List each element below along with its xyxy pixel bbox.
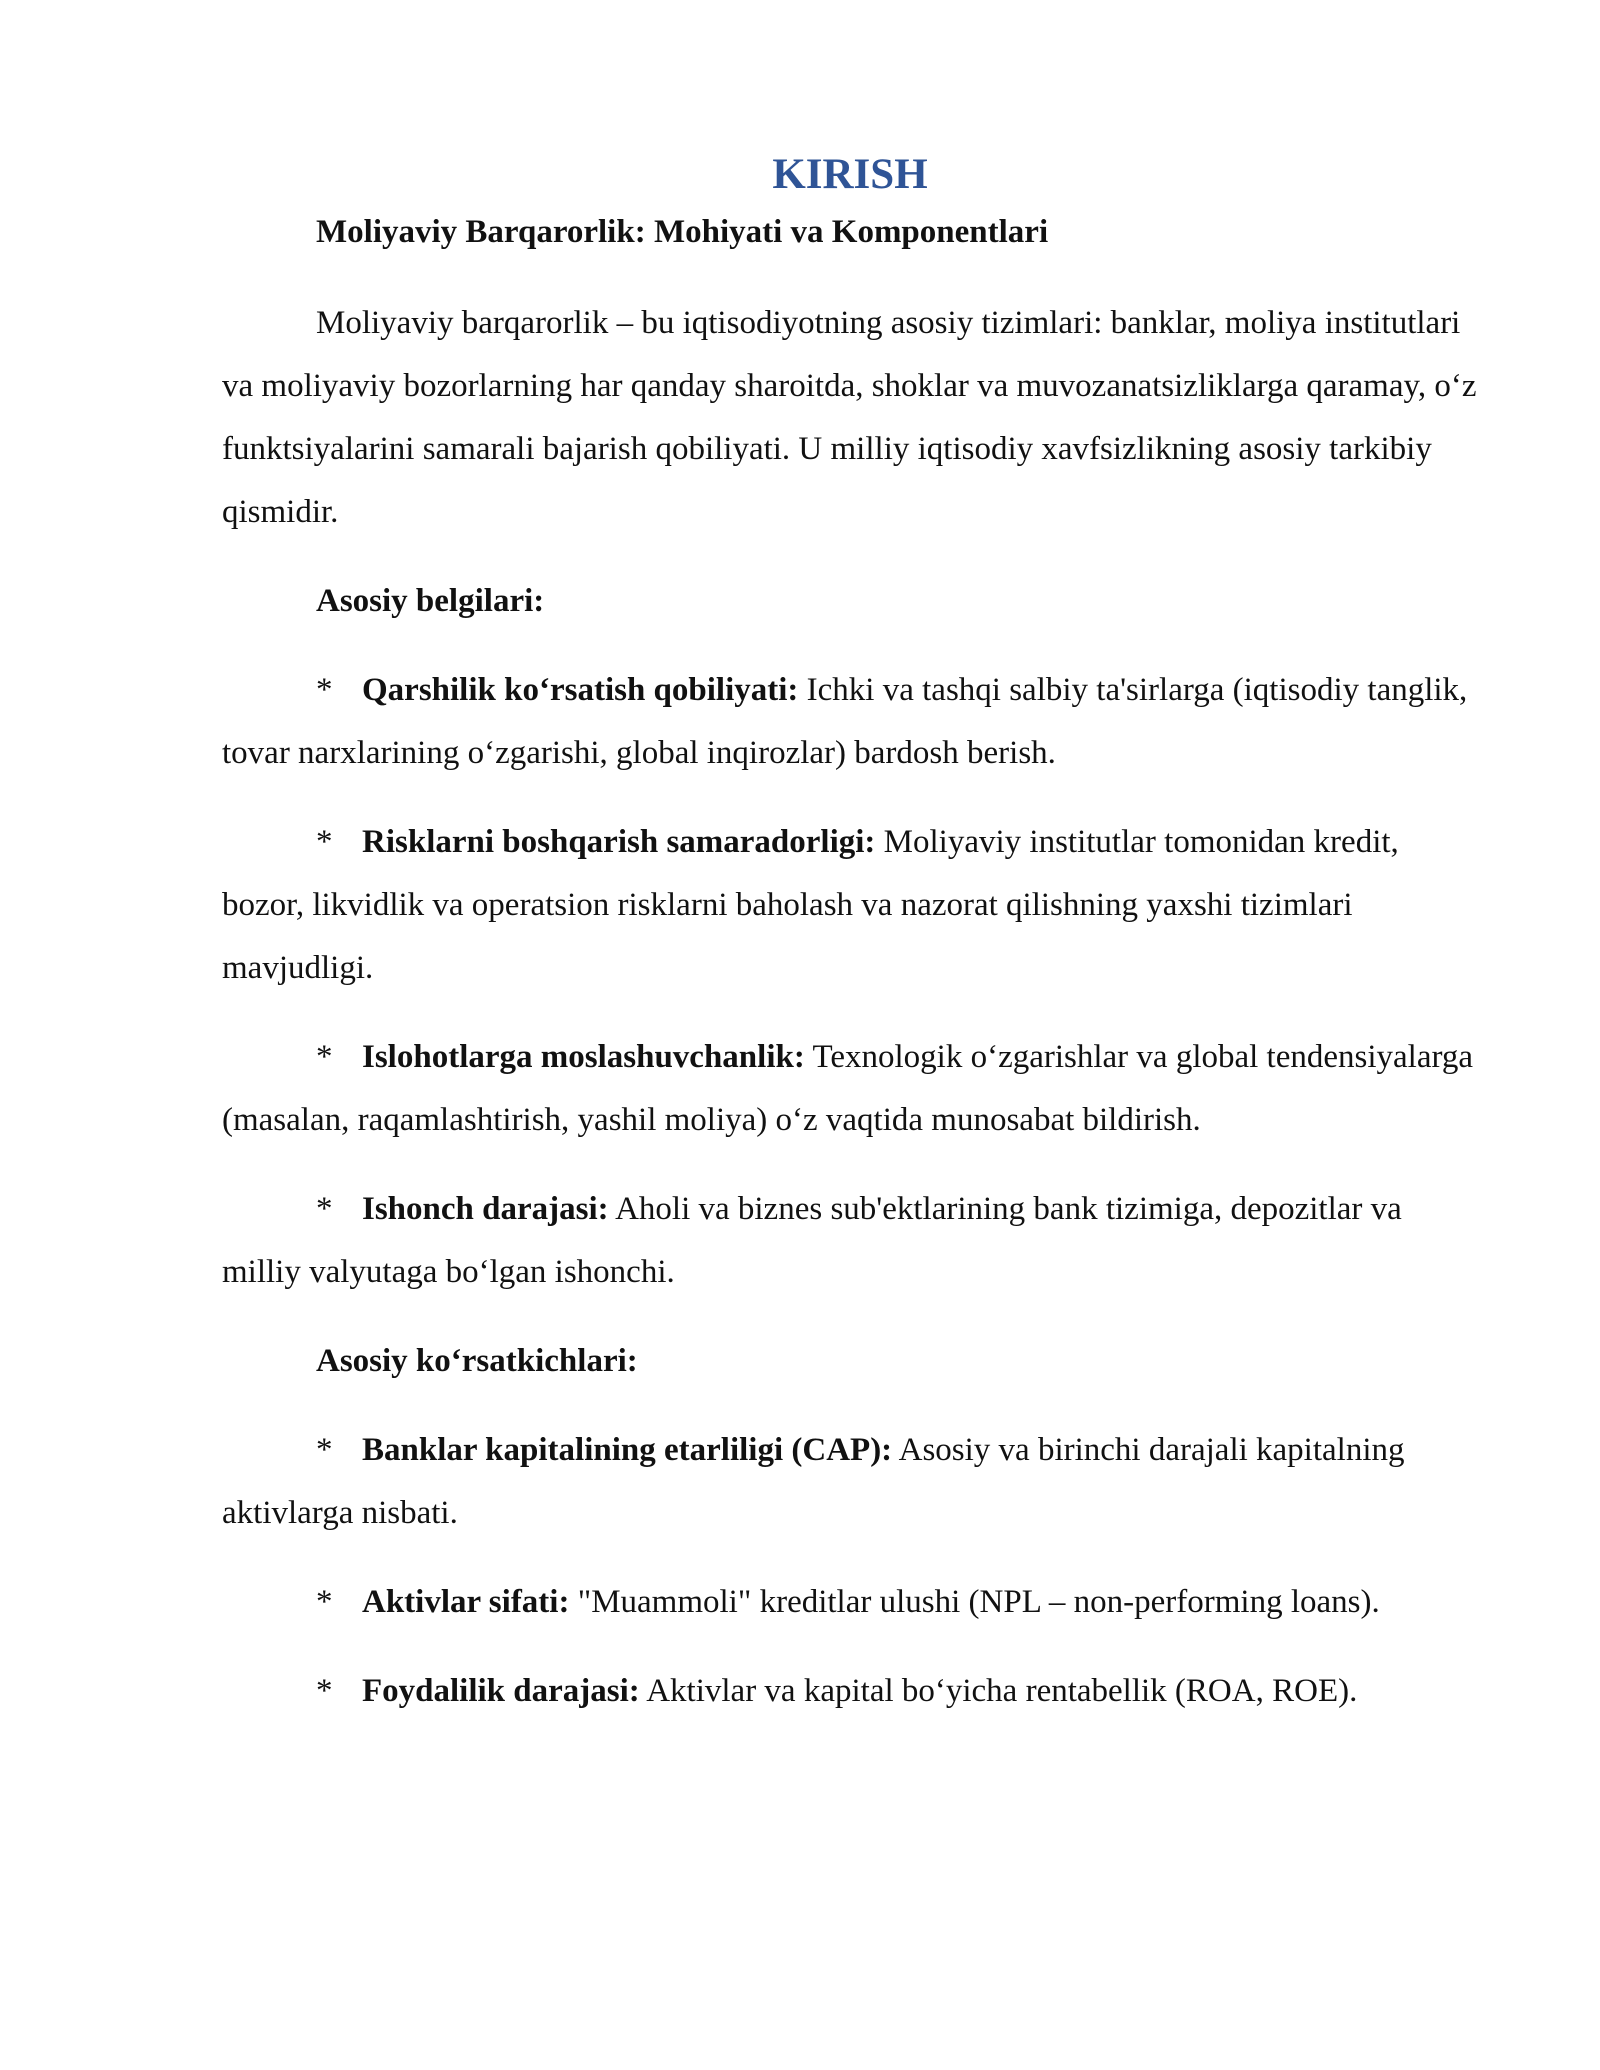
bullet-marker: * [316,1432,333,1468]
item-text: Aktivlar va kapital bo‘yicha rentabellik (ROA, ROE). [639,1673,1358,1709]
list-item [222,1571,1478,1634]
document-page [222,150,1478,1749]
document-subtitle: Moliyaviy Barqarorlik: Mohiyati va Komponentlari [316,214,1049,250]
list-item [222,1660,1478,1723]
item-text: Asosiy va birinchi darajali kapitalning aktivlarga nisbati. [222,1432,1405,1531]
item-text: Texnologik o‘zgarishlar va global tendensiyalarga (masalan, raqamlashtirish, yashil moliya) o‘z vaqtida munosabat bildirish. [222,1039,1474,1138]
item-text: Aholi va biznes sub'ektlarining bank tizimiga, depozitlar va milliy valyutaga bo‘lgan ishonchi. [222,1191,1402,1290]
item-text: "Muammoli" kreditlar ulushi (NPL – non-performing loans). [569,1584,1380,1620]
list-item [222,1419,1478,1545]
list-item [222,1178,1478,1304]
list-item [222,659,1478,785]
bullet-marker: * [316,1673,333,1709]
item-term: Banklar kapitalining etarliligi (CAP): [362,1432,893,1468]
item-term: Foydalilik darajasi: [362,1673,640,1709]
bullet-marker: * [316,672,333,708]
item-term: Islohotlarga moslashuvchanlik: [362,1039,805,1075]
section-heading-belgilari: Asosiy belgilari: [316,583,545,619]
item-text: Moliyaviy institutlar tomonidan kredit, bozor, likvidlik va operatsion risklarni baholash va nazorat qilishning yaxshi tizimlari mavjudligi. [222,824,1399,986]
bullet-marker: * [316,1584,333,1620]
intro-paragraph: Moliyaviy barqarorlik – bu iqtisodiyotning asosiy tizimlari: banklar, moliya institutlari va moliyaviy bozorlarning har qanday sharoitda, shoklar va muvozanatsizliklarga qaramay, o‘z funktsiyalarini samarali bajarish qobiliyati. U milliy iqtisodiy xavfsizlikning asosiy tarkibiy qismidir. [222,305,1477,530]
item-term: Risklarni boshqarish samaradorligi: [362,824,876,860]
bullet-marker: * [316,1039,333,1075]
item-term: Aktivlar sifati: [362,1584,570,1620]
bullet-marker: * [316,1191,333,1227]
item-text: Ichki va tashqi salbiy ta'sirlarga (iqtisodiy tanglik, tovar narxlarining o‘zgarishi, global inqirozlar) bardosh berish. [222,672,1468,771]
list-item [222,1026,1478,1152]
page-title: KIRISH [772,151,928,198]
item-term: Ishonch darajasi: [362,1191,609,1227]
section-heading-korsatkichlari: Asosiy ko‘rsatkichlari: [316,1343,638,1379]
bullet-marker: * [316,824,333,860]
list-item [222,811,1478,1000]
item-term: Qarshilik ko‘rsatish qobiliyati: [362,672,799,708]
